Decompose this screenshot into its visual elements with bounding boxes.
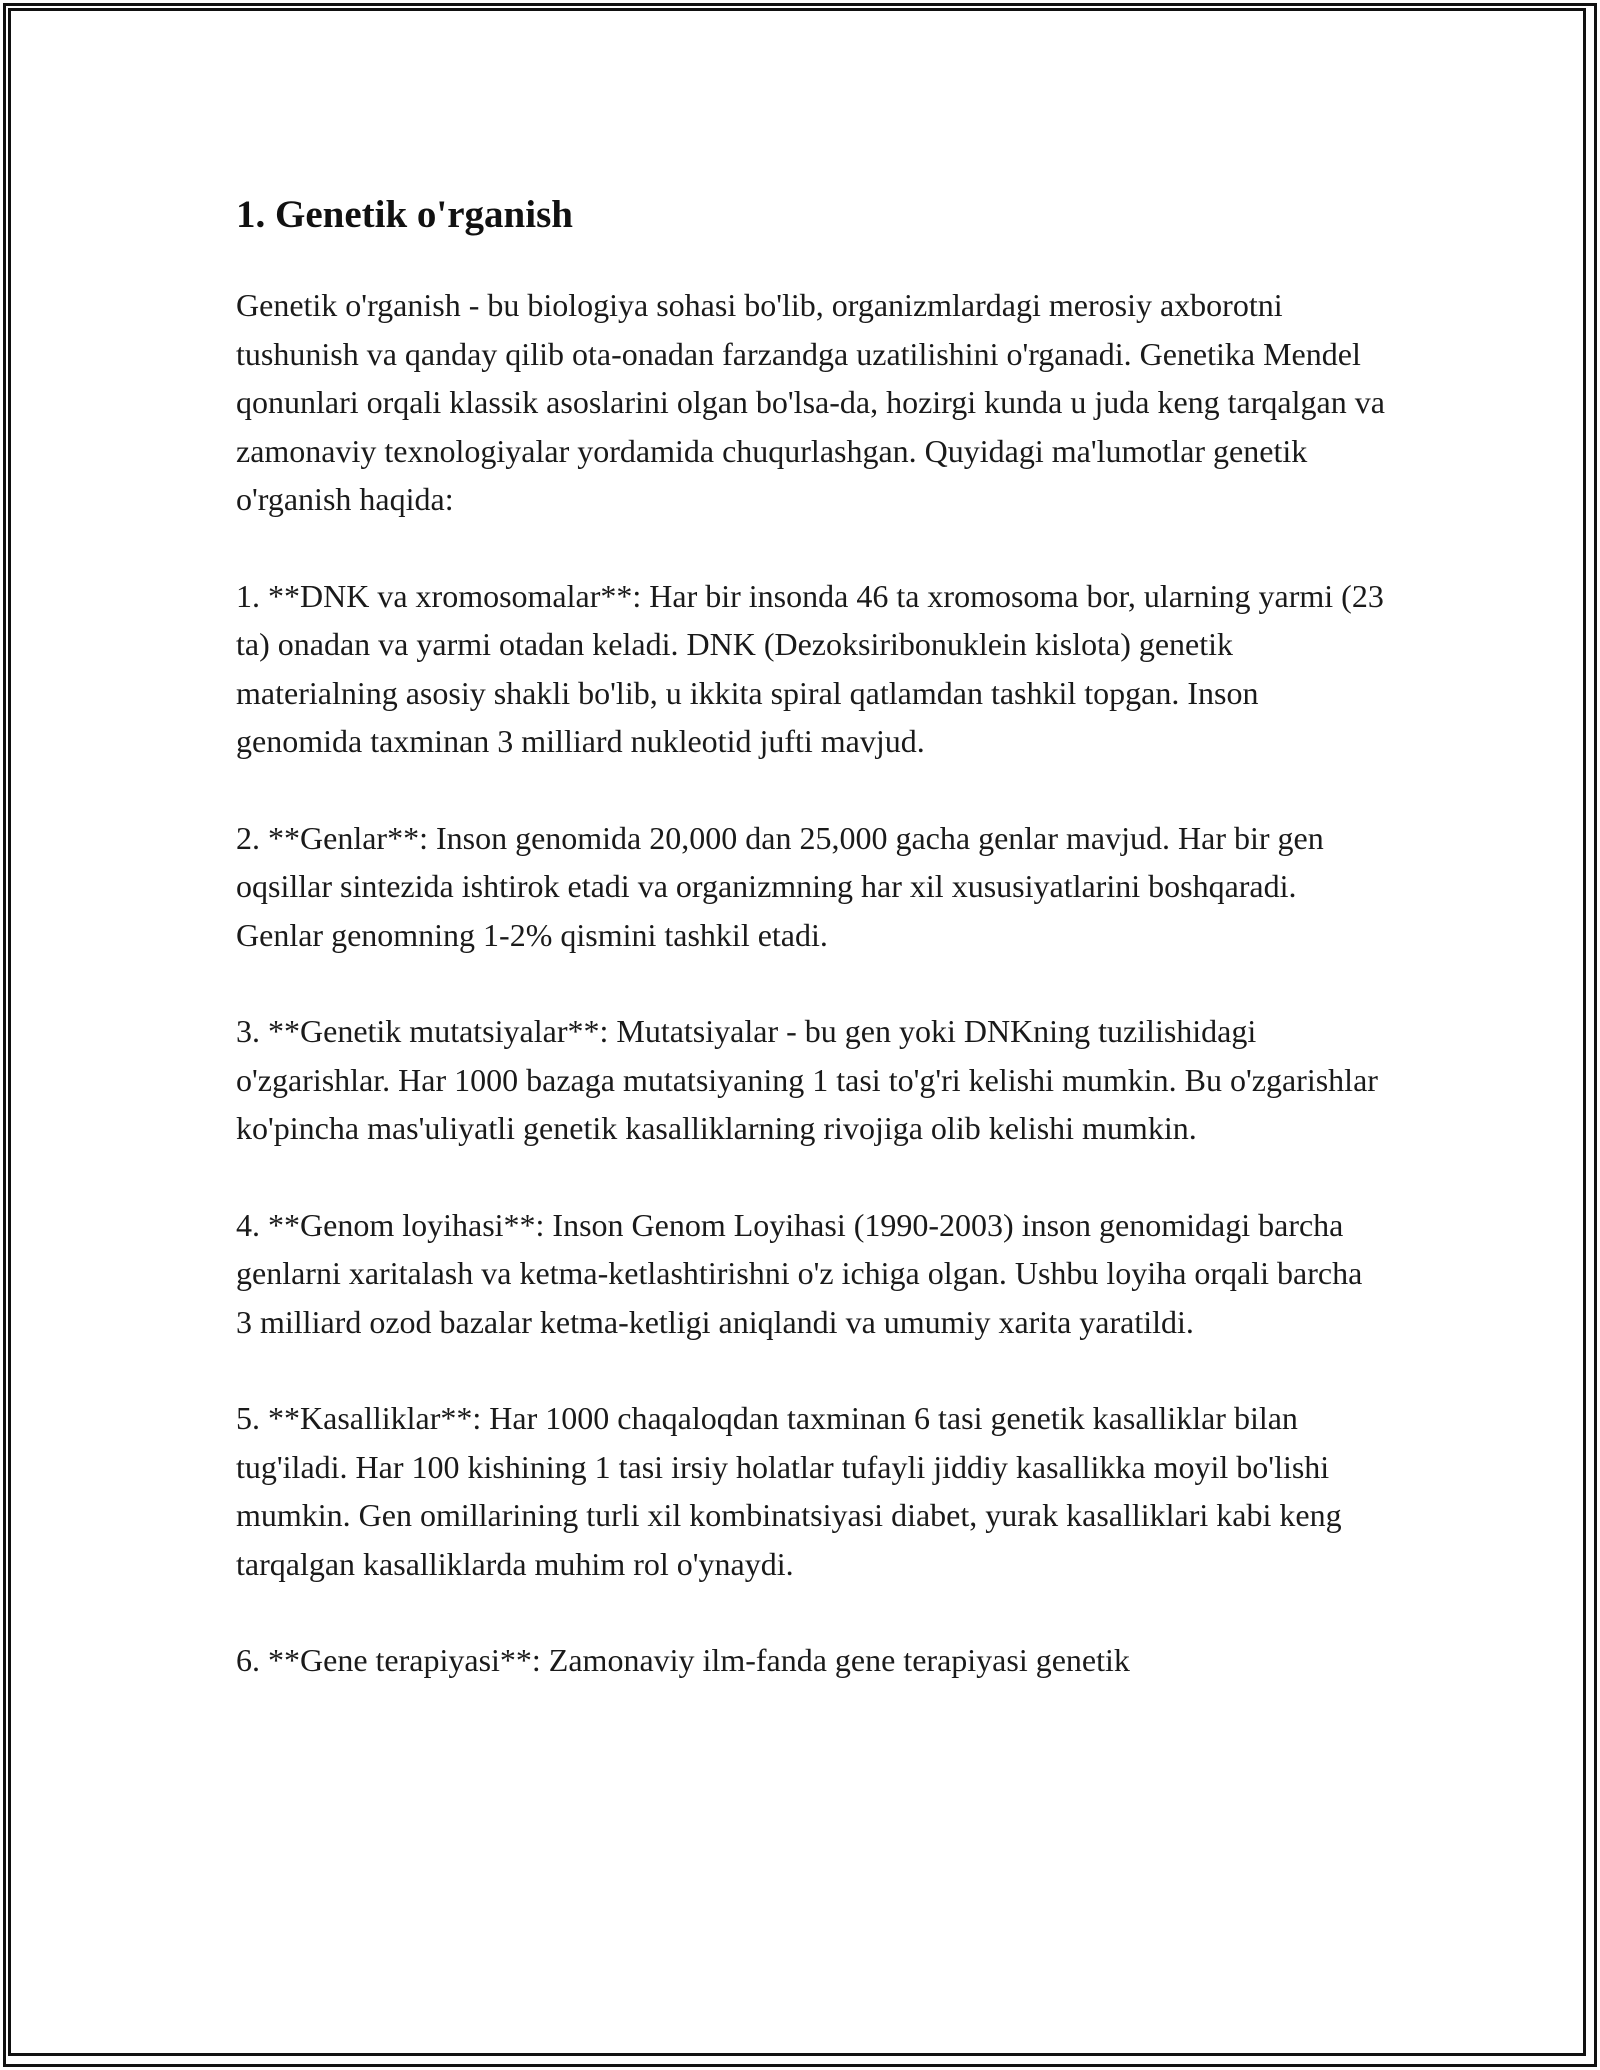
document-title: 1. Genetik o'rganish	[236, 193, 573, 236]
document-body	[236, 185, 1386, 1733]
intro-paragraph: Genetik o'rganish - bu biologiya sohasi bo'lib, organizmlardagi merosiy axborotni tushunish va qanday qilib ota-onadan farzandga uzatilishini o'rganadi. Genetika Mendel qonunlari orqali klassik asoslarini olgan bo'lsa-da, hozirgi kunda u juda keng tarqalgan va zamonaviy texnologiyalar yordamida chuqurlashgan. Quyidagi ma'lumotlar genetik o'rganish haqida:	[236, 287, 1385, 517]
paragraph-genom-loyihasi: 4. **Genom loyihasi**: Inson Genom Loyihasi (1990-2003) inson genomidagi barcha genlarni xaritalash va ketma-ketlashtirishni o'z ichiga olgan. Ushbu loyiha orqali barcha 3 milliard ozod bazalar ketma-ketligi aniqlandi va umumiy xarita yaratildi.	[236, 1206, 1363, 1340]
paragraph-dnk-xromosomalar: 1. **DNK va xromosomalar**: Har bir insonda 46 ta xromosoma bor, ularning yarmi (23 ta) onadan va yarmi otadan keladi. DNK (Dezoksiribonuklein kislota) genetik materialning asosiy shakli bo'lib, u ikkita spiral qatlamdan tashkil topgan. Inson genomida taxminan 3 milliard nukleotid jufti mavjud.	[236, 577, 1384, 759]
paragraph-genlar: 2. **Genlar**: Inson genomida 20,000 dan 25,000 gacha genlar mavjud. Har bir gen oqsillar sintezida ishtirok etadi va organizmning har xil xususiyatlarini boshqaradi. Genlar genomning 1-2% qismini tashkil etadi.	[236, 819, 1324, 953]
paragraph-gene-terapiyasi: 6. **Gene terapiyasi**: Zamonaviy ilm-fanda gene terapiyasi genetik	[236, 1642, 1130, 1678]
paragraph-kasalliklar: 5. **Kasalliklar**: Har 1000 chaqaloqdan taxminan 6 tasi genetik kasalliklar bilan tug'iladi. Har 100 kishining 1 tasi irsiy holatlar tufayli jiddiy kasallikka moyil bo'lishi mumkin. Gen omillarining turli xil kombinatsiyasi diabet, yurak kasalliklari kabi keng tarqalgan kasalliklarda muhim rol o'ynaydi.	[236, 1400, 1342, 1582]
paragraph-genetik-mutatsiyalar: 3. **Genetik mutatsiyalar**: Mutatsiyalar - bu gen yoki DNKning tuzilishidagi o'zgarishlar. Har 1000 bazaga mutatsiyaning 1 tasi to'g'ri kelishi mumkin. Bu o'zgarishlar ko'pincha mas'uliyatli genetik kasalliklarning rivojiga olib kelishi mumkin.	[236, 1013, 1378, 1146]
